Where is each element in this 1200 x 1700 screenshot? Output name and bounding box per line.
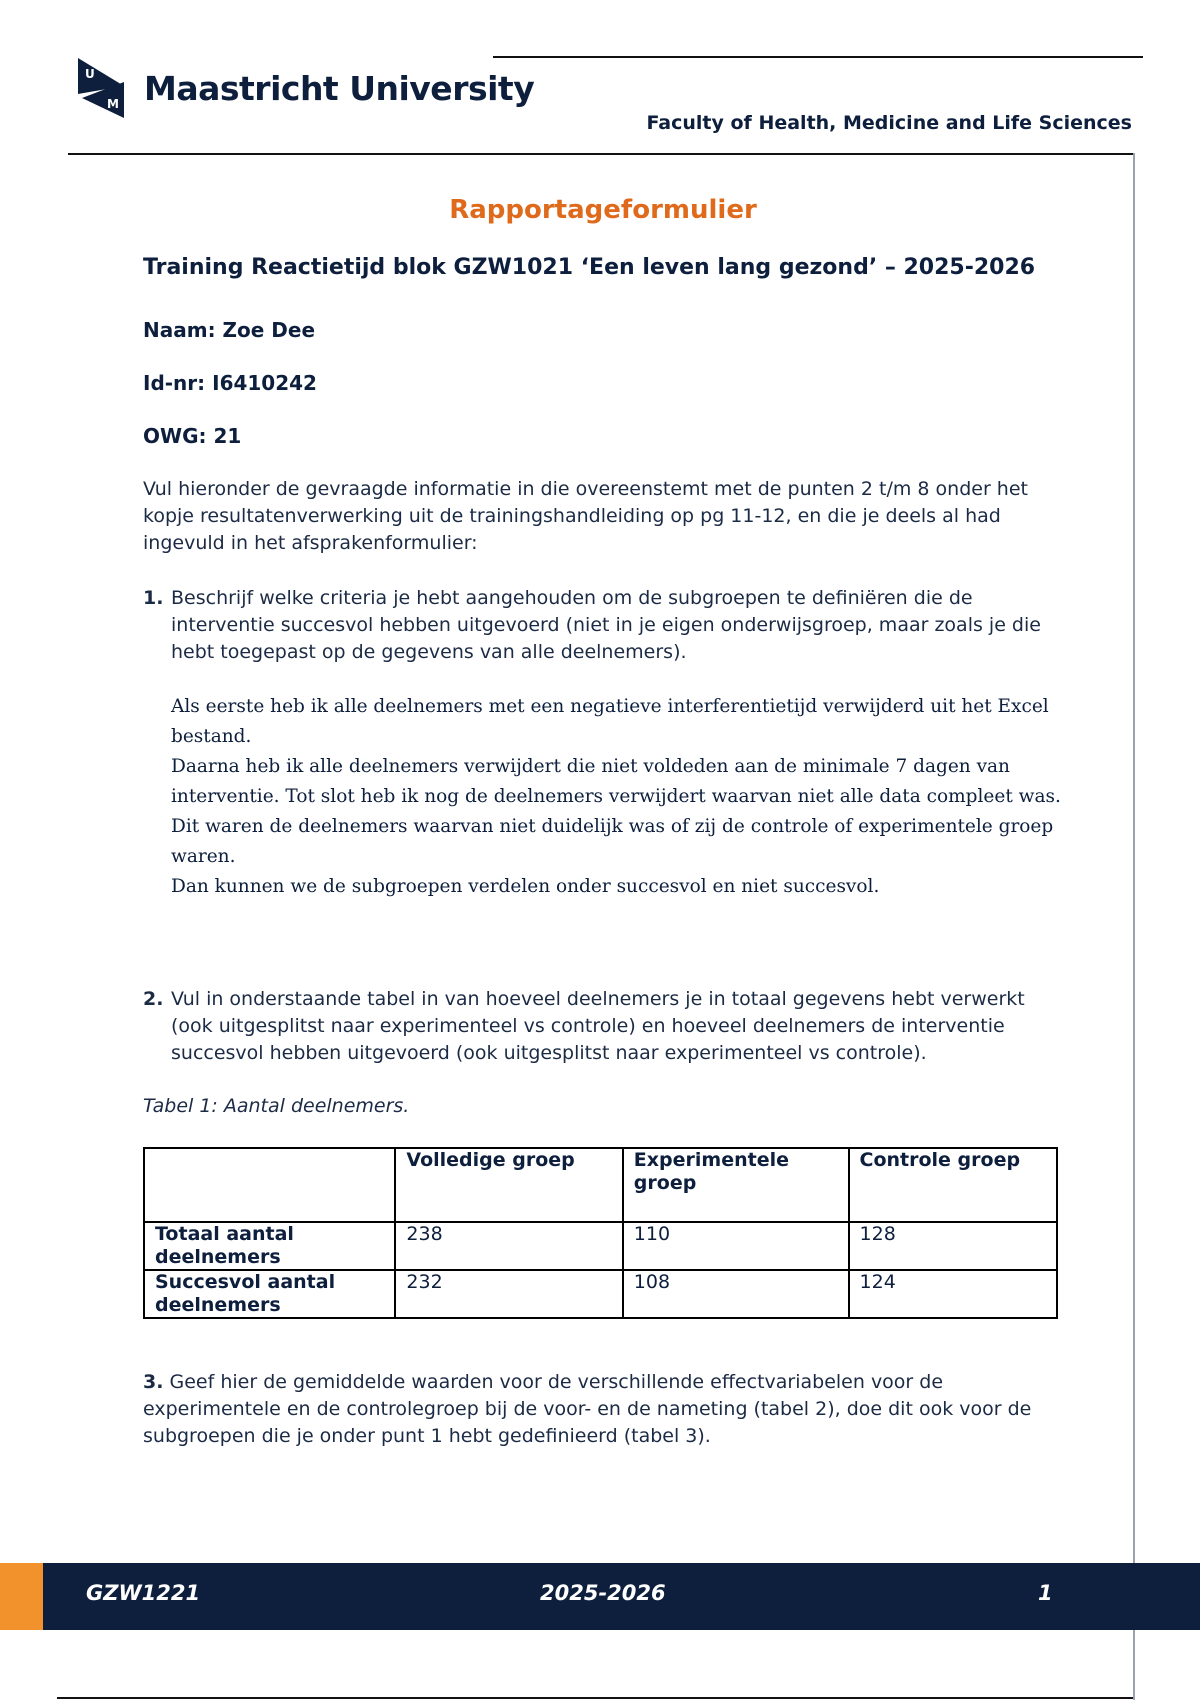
question-text: Vul in onderstaande tabel in van hoeveel deelnemers je in totaal gegevens hebt verwerkt (ook uitgesplitst naar experimenteel vs controle) en hoeveel deelnemers de interventie succesvol hebben uitgevoerd (ook uitgesplitst naar experimenteel vs controle).	[171, 988, 1025, 1064]
answer-paragraph: Als eerste heb ik alle deelnemers met een negatieve interferentietijd verwijderd uit het Excel bestand.	[171, 696, 1049, 747]
table-header-cell	[144, 1148, 395, 1222]
table-header-cell: Experimentele groep	[623, 1148, 849, 1222]
document-title: Rapportageformulier	[449, 195, 757, 225]
question-1	[143, 585, 1063, 666]
table-cell: 232	[395, 1270, 622, 1318]
faculty-name: Faculty of Health, Medicine and Life Sciences	[646, 112, 1132, 134]
university-name: Maastricht University	[144, 68, 535, 108]
table-caption: Tabel 1: Aantal deelnemers.	[143, 1095, 410, 1117]
table-cell: 238	[395, 1222, 622, 1270]
um-logo-icon	[78, 58, 124, 118]
document-subtitle: Training Reactietijd blok GZW1021 ‘Een leven lang gezond’ – 2025-2026	[143, 255, 1036, 280]
id-field: Id-nr: I6410242	[143, 371, 317, 395]
table-cell: 108	[623, 1270, 849, 1318]
participants-table	[143, 1147, 1058, 1319]
header-top-rule	[493, 56, 1143, 58]
svg-text:M: M	[107, 97, 119, 111]
footer-page-number: 1	[1038, 1581, 1053, 1605]
question-number: 2.	[143, 988, 164, 1010]
table-cell: 124	[849, 1270, 1057, 1318]
intro-paragraph: Vul hieronder de gevraagde informatie in die overeenstemt met de punten 2 t/m 8 onder het kopje resultatenverwerking uit de trainingshandleiding op pg 11-12, en die je deels al had ingevuld in het afsprakenformulier:	[143, 478, 1028, 554]
table-cell: 110	[623, 1222, 849, 1270]
table-cell: 128	[849, 1222, 1057, 1270]
question-number: 3.	[143, 1371, 164, 1393]
answer-1	[171, 692, 1063, 902]
table-header-row	[144, 1148, 1057, 1222]
table-row	[144, 1222, 1057, 1270]
footer-course-code: GZW1221	[86, 1581, 201, 1605]
name-field: Naam: Zoe Dee	[143, 318, 316, 342]
question-text: Geef hier de gemiddelde waarden voor de verschillende effectvariabelen voor de experimentele en de controlegroep bij de voor- en de nameting (tabel 2), doe dit ook voor de subgroepen die je onder punt 1 hebt gedefinieerd (tabel 3).	[143, 1371, 1032, 1447]
answer-paragraph: Dan kunnen we de subgroepen verdelen onder succesvol en niet succesvol.	[171, 876, 880, 897]
header-rule	[68, 153, 1134, 155]
table-header-cell: Volledige groep	[395, 1148, 622, 1222]
university-logo	[78, 58, 534, 118]
footer-accent	[0, 1563, 43, 1630]
table-row-label: Succesvol aantal deelnemers	[144, 1270, 395, 1318]
table-header-cell: Controle groep	[849, 1148, 1057, 1222]
table-row-label: Totaal aantal deelnemers	[144, 1222, 395, 1270]
table-row	[144, 1270, 1057, 1318]
answer-paragraph: Daarna heb ik alle deelnemers verwijdert die niet voldeden aan de minimale 7 dagen van interventie. Tot slot heb ik nog de deelnemers verwijdert waarvan niet alle data compleet was. Dit waren de deelnemers waarvan niet duidelijk was of zij de controle of experimentele groep waren.	[171, 756, 1061, 867]
question-number: 1.	[143, 587, 164, 609]
owg-field: OWG: 21	[143, 424, 242, 448]
footer-year: 2025-2026	[540, 1581, 666, 1605]
bottom-rule	[57, 1697, 1133, 1699]
question-3	[143, 1369, 1063, 1450]
question-2	[143, 986, 1063, 1067]
svg-text:U: U	[85, 67, 95, 81]
right-margin-rule	[1133, 153, 1135, 1700]
page-footer	[0, 1563, 1200, 1630]
question-text: Beschrijf welke criteria je hebt aangehouden om de subgroepen te definiëren die de interventie succesvol hebben uitgevoerd (niet in je eigen onderwijsgroep, maar zoals je die hebt toegepast op de gegevens van alle deelnemers).	[171, 587, 1041, 663]
document-body	[143, 195, 1063, 1469]
